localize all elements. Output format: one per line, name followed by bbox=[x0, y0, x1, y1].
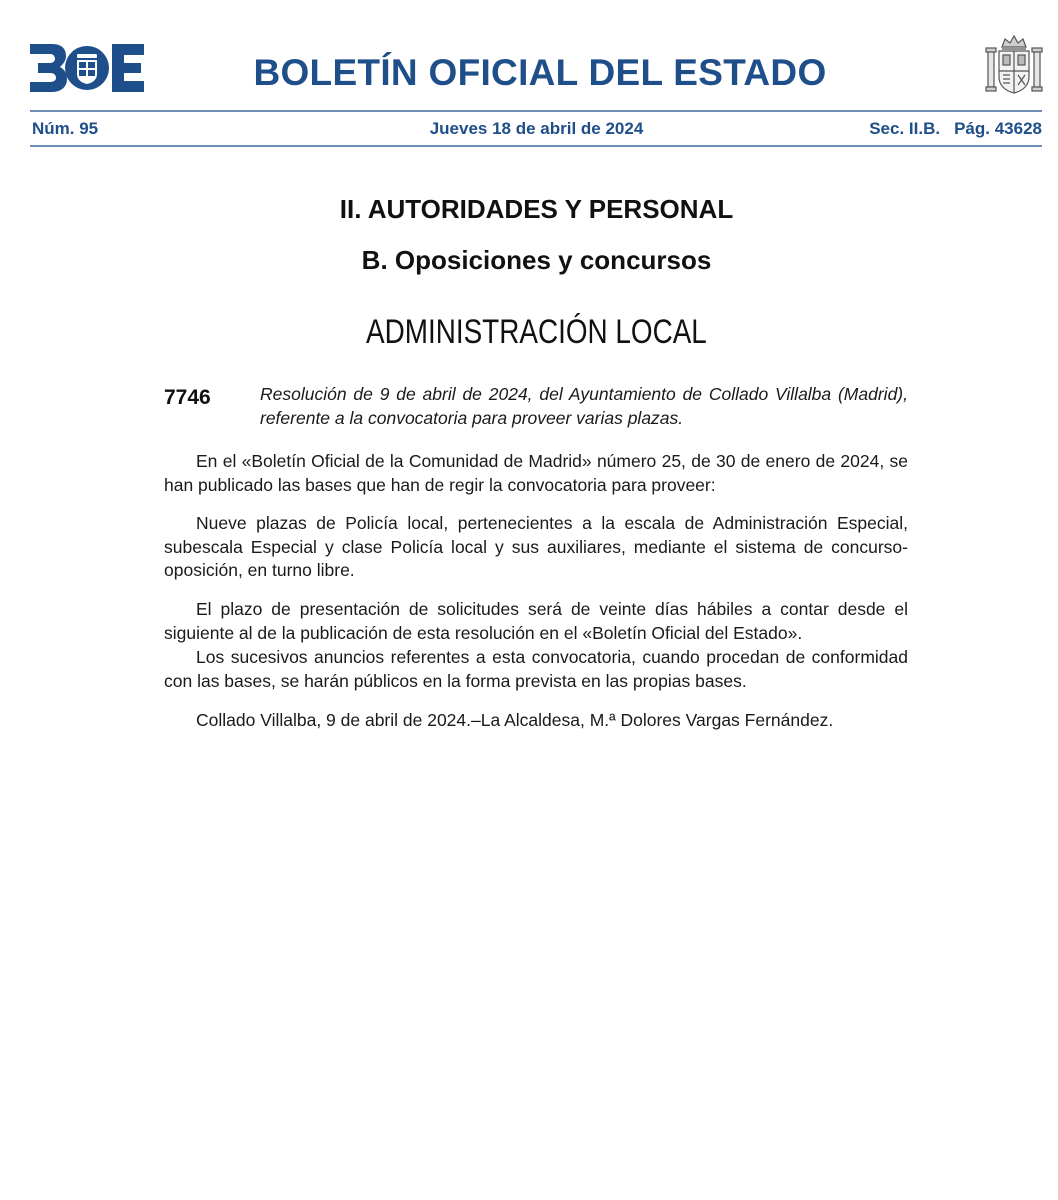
masthead-title: BOLETÍN OFICIAL DEL ESTADO bbox=[253, 52, 827, 93]
body-paragraph: Los sucesivos anuncios referentes a esta convocatoria, cuando procedan de conformidad con las bases, se harán públicos en la forma prevista en las propias bases. bbox=[164, 647, 908, 691]
category-heading: ADMINISTRACIÓN LOCAL bbox=[366, 313, 707, 351]
section-page bbox=[869, 119, 1042, 139]
section-heading: II. AUTORIDADES Y PERSONAL bbox=[339, 194, 734, 224]
body-paragraph: Nueve plazas de Policía local, pertenecientes a la escala de Administración Especial, subescala Especial y clase Policía local y sus auxiliares, mediante el sistema de concurso-oposición, en turno libre. bbox=[164, 513, 908, 580]
subsection-heading: B. Oposiciones y concursos bbox=[361, 245, 712, 275]
issue-date: Jueves 18 de abril de 2024 bbox=[429, 119, 644, 138]
signature-line: Collado Villalba, 9 de abril de 2024.–La Alcaldesa, M.ª Dolores Vargas Fernández. bbox=[196, 710, 834, 730]
entry-number: 7746 bbox=[164, 386, 211, 409]
coat-of-arms-icon bbox=[984, 33, 1044, 97]
header-rule-bottom bbox=[30, 145, 1042, 147]
body-paragraph: El plazo de presentación de solicitudes será de veinte días hábiles a contar desde el siguiente al de la publicación de esta resolución en el «Boletín Oficial del Estado». bbox=[164, 599, 908, 643]
body-paragraph: En el «Boletín Oficial de la Comunidad de Madrid» número 25, de 30 de enero de 2024, se han publicado las bases que han de regir la convocatoria para proveer: bbox=[164, 451, 908, 495]
boe-logo-icon bbox=[30, 44, 144, 92]
section-label: Sec. II.B. bbox=[869, 119, 941, 138]
header-rule-top bbox=[30, 110, 1042, 112]
page-number: Pág. 43628 bbox=[954, 119, 1042, 138]
entry-title: Resolución de 9 de abril de 2024, del Ayuntamiento de Collado Villalba (Madrid), referente a la convocatoria para proveer varias plazas. bbox=[260, 384, 908, 428]
issue-number: Núm. 95 bbox=[32, 119, 99, 138]
